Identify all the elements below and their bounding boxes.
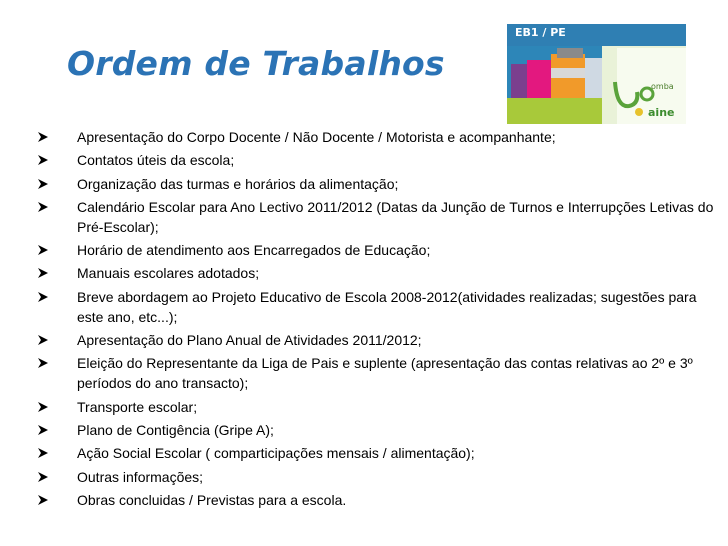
agenda-item-text: Contatos úteis da escola; xyxy=(77,152,235,169)
logo-tag-big: aine xyxy=(648,106,675,119)
agenda-item xyxy=(35,443,715,463)
agenda-list xyxy=(35,127,715,513)
slide-title: Ordem de Trabalhos xyxy=(67,44,445,83)
arrow-bullet-icon xyxy=(37,494,49,506)
agenda-item-text: Outras informações; xyxy=(77,468,204,485)
agenda-item-text: Plano de Contigência (Gripe A); xyxy=(77,421,274,438)
agenda-item xyxy=(35,127,715,147)
agenda-item xyxy=(35,397,715,417)
agenda-item-text: Apresentação do Plano Anual de Atividades 2011/2012; xyxy=(77,332,422,349)
arrow-bullet-icon xyxy=(37,244,49,256)
arrow-bullet-icon xyxy=(37,154,49,166)
agenda-item xyxy=(35,467,715,487)
agenda-item xyxy=(35,330,715,350)
arrow-bullet-icon xyxy=(37,291,49,303)
agenda-item-text: Breve abordagem ao Projeto Educativo de Escola 2008-2012(atividades realizadas; sugestões para este ano, etc...); xyxy=(77,288,697,325)
arrow-bullet-icon xyxy=(37,357,49,369)
agenda-item-text: Ação Social Escolar ( comparticipações mensais / alimentação); xyxy=(77,445,475,462)
agenda-item xyxy=(35,240,715,260)
agenda-item xyxy=(35,263,715,283)
agenda-item xyxy=(35,174,715,194)
arrow-bullet-icon xyxy=(37,424,49,436)
school-logo xyxy=(507,24,686,124)
arrow-bullet-icon xyxy=(37,334,49,346)
agenda-item-text: Apresentação do Corpo Docente / Não Docente / Motorista e acompanhante; xyxy=(77,129,556,145)
agenda-item-text: Organização das turmas e horários da alimentação; xyxy=(77,175,399,192)
agenda-item xyxy=(35,420,715,440)
agenda-item-text: Eleição do Representante da Liga de Pais e suplente (apresentação das contas relativas ao 2º e 3º períodos do ano transacto); xyxy=(77,355,693,392)
arrow-bullet-icon xyxy=(37,131,49,143)
agenda-item-text: Horário de atendimento aos Encarregados de Educação; xyxy=(77,242,431,259)
arrow-bullet-icon xyxy=(37,447,49,459)
logo-label: EB1 / PE xyxy=(515,26,566,39)
agenda-item xyxy=(35,490,715,510)
agenda-item xyxy=(35,287,715,327)
agenda-item-text: Manuais escolares adotados; xyxy=(77,265,260,282)
agenda-item xyxy=(35,353,715,393)
logo-tag-small: omba xyxy=(651,82,674,91)
arrow-bullet-icon xyxy=(37,267,49,279)
agenda-item-text: Transporte escolar; xyxy=(77,398,198,415)
arrow-bullet-icon xyxy=(37,178,49,190)
arrow-bullet-icon xyxy=(37,471,49,483)
arrow-bullet-icon xyxy=(37,401,49,413)
agenda-item-text: Calendário Escolar para Ano Lectivo 2011/2012 (Datas da Junção de Turnos e Interrupções Letivas do Pré-Escolar); xyxy=(77,198,714,235)
agenda-item-text: Obras concluidas / Previstas para a escola. xyxy=(77,491,347,508)
agenda-item xyxy=(35,197,715,237)
agenda-item xyxy=(35,150,715,170)
arrow-bullet-icon xyxy=(37,201,49,213)
